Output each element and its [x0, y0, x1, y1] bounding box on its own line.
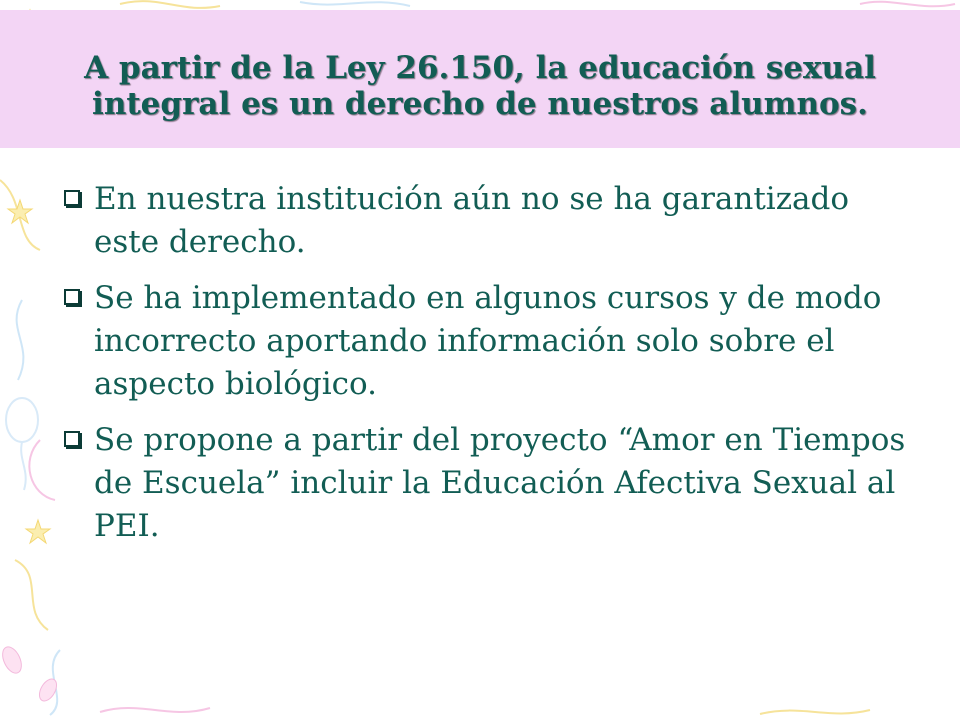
bottom-doodle-decoration [100, 708, 870, 714]
bullet-item [60, 277, 920, 406]
bullet-text: Se propone a partir del proyecto “Amor en Tiempos de Escuela” incluir la Educación Afectiva Sexual al PEI. [94, 422, 906, 544]
top-doodle-decoration [120, 1, 955, 8]
swirl-decoration [0, 61, 60, 715]
square-checkbox-bullet-icon [64, 431, 80, 447]
bullet-text: Se ha implementado en algunos cursos y de modo incorrecto aportando información solo sobre el aspecto biológico. [94, 280, 882, 402]
square-checkbox-bullet-icon [64, 289, 80, 305]
bullet-text: En nuestra institución aún no se ha garantizado este derecho. [94, 181, 850, 260]
slide-title: A partir de la Ley 26.150, la educación sexual integral es un derecho de nuestros alumnos. [84, 50, 876, 122]
square-checkbox-bullet-icon [64, 190, 80, 206]
bullet-list [60, 178, 920, 561]
petal-decoration [0, 644, 60, 704]
bullet-item [60, 419, 920, 548]
balloon-decoration [6, 398, 38, 490]
bullet-item [60, 178, 920, 264]
